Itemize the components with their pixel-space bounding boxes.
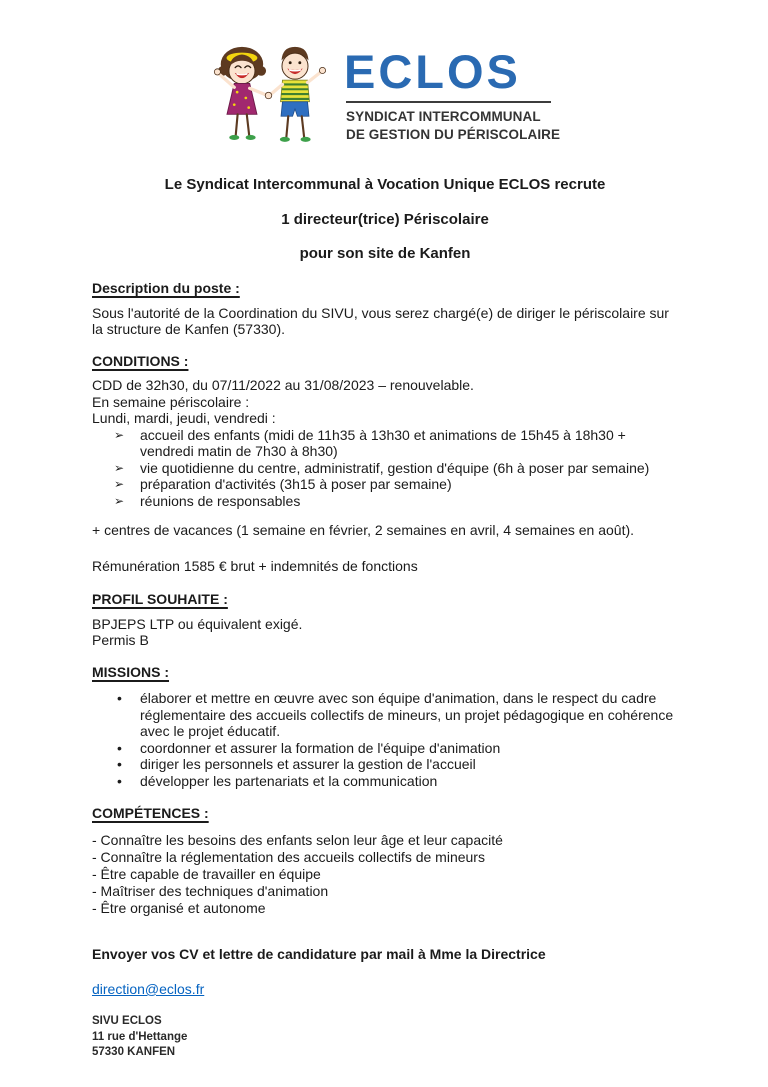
children-illustration (204, 42, 332, 150)
address-line-city: 57330 KANFEN (92, 1045, 176, 1058)
conditions-remuneration-line: Rémunération 1585 € brut + indemnités de fonctions (92, 557, 418, 574)
conditions-line-jours: Lundi, mardi, jeudi, vendredi : (92, 410, 276, 427)
section-missions (92, 664, 678, 790)
competences-dash-list (92, 832, 678, 917)
address-line-org: SIVU ECLOS (92, 1015, 162, 1028)
girl-figure (214, 47, 267, 140)
logo-divider (346, 101, 551, 103)
heading-description: Description du poste : (92, 280, 240, 297)
arrow-bullet-icon: ➢ (114, 477, 125, 492)
profil-line-diplome: BPJEPS LTP ou équivalent exigé. (92, 615, 303, 632)
logo (82, 42, 678, 150)
title-line-2: 1 directeur(trice) Périscolaire (281, 210, 489, 228)
logo-text (344, 44, 561, 144)
apply-instructions: Envoyer vos CV et lettre de candidature par mail à Mme la Directrice (92, 946, 546, 963)
logo-brand: ECLOS (344, 44, 521, 98)
boy-figure (265, 47, 325, 142)
conditions-line-cdd: CDD de 32h30, du 07/11/2022 au 31/08/2023 – renouvelable. (92, 377, 474, 394)
list-item (92, 690, 678, 740)
arrow-bullet-icon: ➢ (114, 460, 125, 475)
list-item (92, 476, 678, 493)
list-item (92, 460, 678, 477)
heading-competences: COMPÉTENCES : (92, 805, 209, 822)
email-link[interactable]: direction@eclos.fr (92, 980, 205, 997)
list-item-text: diriger les personnels et assurer la gestion de l'accueil (140, 756, 476, 773)
list-item-text: préparation d'activités (3h15 à poser par semaine) (140, 476, 452, 493)
conditions-arrow-list (92, 427, 678, 510)
title-line-3: pour son site de Kanfen (299, 245, 471, 263)
profil-line-permis: Permis B (92, 632, 149, 649)
list-item: - Connaître la réglementation des accueils collectifs de mineurs (92, 849, 485, 866)
heading-missions: MISSIONS : (92, 663, 170, 680)
list-item-text: vie quotidienne du centre, administratif, gestion d'équipe (6h à poser par semaine) (140, 459, 650, 476)
list-item-text: réunions de responsables (140, 492, 301, 509)
contact-block (92, 946, 678, 1060)
missions-bullet-list (92, 690, 678, 789)
list-item-text: développer les partenariats et la communication (140, 772, 438, 789)
document-titles (92, 176, 678, 263)
list-item-text: élaborer et mettre en œuvre avec son équipe d'animation, dans le respect du cadre réglementaire des accueils collectifs de mineurs, un projet pédagogique en cohérence avec le projet éducatif. (140, 690, 674, 740)
address-line-street: 11 rue d'Hettange (92, 1030, 188, 1043)
conditions-line-semaine: En semaine périscolaire : (92, 393, 250, 410)
heading-profil: PROFIL SOUHAITE : (92, 591, 228, 608)
postal-address (92, 1014, 678, 1060)
section-competences (92, 805, 678, 917)
section-conditions (92, 353, 678, 575)
list-item-text: accueil des enfants (midi de 11h35 à 13h30 et animations de 15h45 à 18h30 + vendredi matin de 7h30 à 8h30) (140, 426, 626, 460)
list-item: - Maîtriser des techniques d'animation (92, 883, 329, 900)
section-description (92, 280, 678, 338)
dot-bullet-icon: • (117, 772, 122, 789)
list-item (92, 740, 678, 757)
title-line-1: Le Syndicat Intercommunal à Vocation Unique ECLOS recrute (164, 176, 606, 193)
dot-bullet-icon: • (117, 739, 122, 756)
conditions-vacances-line: + centres de vacances (1 semaine en février, 2 semaines en avril, 4 semaines en août). (92, 522, 635, 539)
arrow-bullet-icon: ➢ (114, 427, 125, 442)
logo-subtitle-line1: SYNDICAT INTERCOMMUNAL (346, 108, 541, 124)
description-body: Sous l'autorité de la Coordination du SIVU, vous serez chargé(e) de diriger le périscolaire sur la structure de Kanfen (57330). (92, 304, 669, 338)
logo-subtitle-line2: DE GESTION DU PÉRISCOLAIRE (346, 127, 561, 142)
list-item (92, 773, 678, 790)
arrow-bullet-icon: ➢ (114, 493, 125, 508)
section-profil (92, 591, 678, 649)
list-item: - Être capable de travailler en équipe (92, 866, 321, 883)
list-item (92, 493, 678, 510)
heading-conditions: CONDITIONS : (92, 352, 189, 369)
list-item: - Connaître les besoins des enfants selon leur âge et leur capacité (92, 831, 503, 848)
dot-bullet-icon: • (117, 756, 122, 773)
list-item (92, 427, 678, 460)
dot-bullet-icon: • (117, 690, 122, 707)
list-item-text: coordonner et assurer la formation de l'équipe d'animation (140, 739, 501, 756)
list-item: - Être organisé et autonome (92, 900, 266, 917)
list-item (92, 756, 678, 773)
